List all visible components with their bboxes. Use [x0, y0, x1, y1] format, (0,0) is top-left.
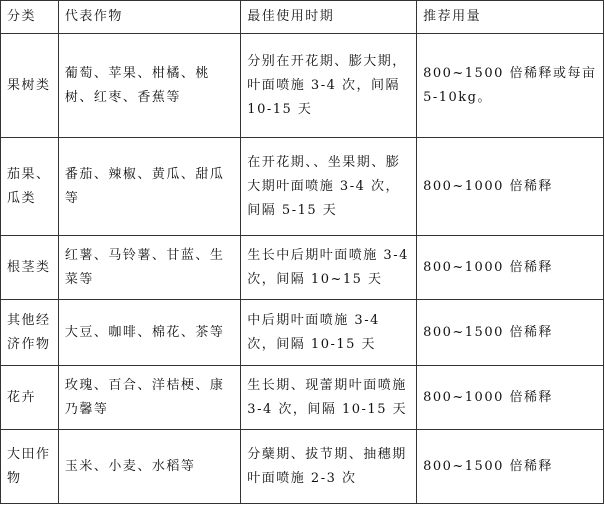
category-cell: 花卉: [1, 366, 59, 430]
category-cell: 大田作物: [1, 430, 59, 504]
category-cell: 根茎类: [1, 236, 59, 300]
dosage-cell: 800~1000 倍稀释: [417, 236, 604, 300]
dosage-cell: 800~1500 倍稀释: [417, 300, 604, 366]
table-row: [1, 366, 604, 430]
crops-cell: 玫瑰、百合、洋桔梗、康乃馨等: [58, 366, 240, 430]
crops-cell: 红薯、马铃薯、甘蓝、生菜等: [58, 236, 240, 300]
header-row: [1, 1, 604, 34]
category-cell: 果树类: [1, 34, 59, 138]
crops-cell: 番茄、辣椒、黄瓜、甜瓜等: [58, 138, 240, 236]
header-crops: 代表作物: [58, 1, 240, 34]
dosage-cell: 800~1500 倍稀释或每亩 5-10kg。: [417, 34, 604, 138]
table-row: [1, 300, 604, 366]
table-row: [1, 138, 604, 236]
header-dosage: 推荐用量: [417, 1, 604, 34]
category-cell: 茄果、瓜类: [1, 138, 59, 236]
dosage-cell: 800~1000 倍稀释: [417, 366, 604, 430]
timing-cell: 分蘖期、拔节期、抽穗期叶面喷施 2-3 次: [241, 430, 417, 504]
timing-cell: 在开花期、、坐果期、膨大期叶面喷施 3-4 次，间隔 5-15 天: [241, 138, 417, 236]
dosage-cell: 800~1500 倍稀释: [417, 430, 604, 504]
table-row: [1, 430, 604, 504]
header-category: 分类: [1, 1, 59, 34]
timing-cell: 中后期叶面喷施 3-4 次，间隔 10-15 天: [241, 300, 417, 366]
crops-cell: 葡萄、苹果、柑橘、桃树、红枣、香蕉等: [58, 34, 240, 138]
category-cell: 其他经济作物: [1, 300, 59, 366]
crops-cell: 大豆、咖啡、棉花、茶等: [58, 300, 240, 366]
table-row: [1, 34, 604, 138]
timing-cell: 分别在开花期、膨大期，叶面喷施 3-4 次，间隔 10-15 天: [241, 34, 417, 138]
header-timing: 最佳使用时期: [241, 1, 417, 34]
dosage-cell: 800~1000 倍稀释: [417, 138, 604, 236]
timing-cell: 生长期、现蕾期叶面喷施 3-4 次，间隔 10-15 天: [241, 366, 417, 430]
crops-cell: 玉米、小麦、水稻等: [58, 430, 240, 504]
table-row: [1, 236, 604, 300]
timing-cell: 生长中后期叶面喷施 3-4 次，间隔 10~15 天: [241, 236, 417, 300]
